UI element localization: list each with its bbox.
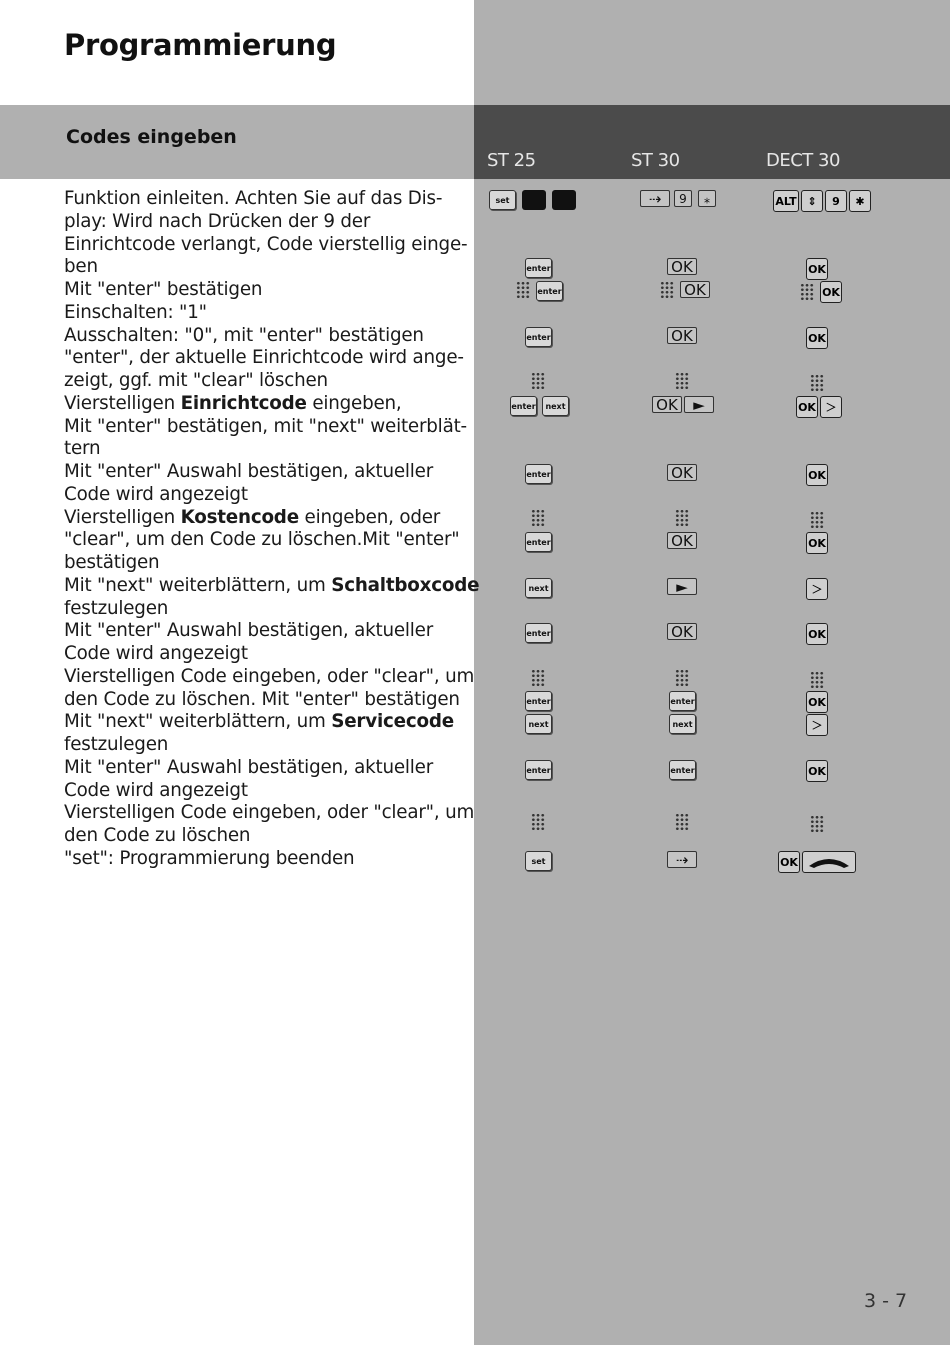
ok-key-icon: OK	[806, 532, 828, 554]
instruction-segment: zeigt, ggf. mit "clear" löschen	[64, 370, 328, 391]
keypad-icon	[810, 815, 824, 833]
instruction-line	[64, 438, 470, 461]
instruction-line	[64, 711, 470, 734]
ok-key-icon: OK	[778, 851, 800, 873]
instruction-line	[64, 802, 475, 825]
ok-key-icon: OK	[806, 327, 828, 349]
keypad-icon	[675, 813, 689, 831]
ok-key-icon: OK	[796, 396, 818, 418]
ok-key-icon: OK	[806, 760, 828, 782]
instruction-line	[64, 416, 470, 439]
enter-key-icon: enter	[525, 532, 552, 552]
instruction-segment: festzulegen	[64, 597, 169, 619]
enter-key-icon: enter	[525, 464, 552, 484]
next-key-icon: ＞	[820, 396, 842, 418]
next-key-icon: next	[525, 714, 552, 734]
instruction-segment: tern	[64, 438, 101, 460]
next-key-icon: ＞	[806, 578, 828, 600]
arrow-key-icon: ⇢	[640, 190, 670, 207]
instruction-line	[64, 507, 470, 530]
instruction-line	[64, 188, 470, 211]
instruction-line	[64, 665, 475, 689]
instruction-segment: Funktion einleiten. Achten Sie auf das Dis-	[64, 188, 443, 209]
instruction-line	[64, 643, 470, 666]
instruction-segment: "enter", der aktuelle Einrichtcode wird ange-	[64, 347, 464, 369]
enter-key-icon: enter	[669, 691, 696, 711]
instruction-segment: eingeben, oder	[298, 506, 441, 528]
instruction-line	[64, 757, 470, 780]
instruction-segment: den Code zu löschen. Mit "enter" bestätigen	[64, 688, 460, 710]
ok-key-icon: OK	[806, 258, 828, 280]
instruction-segment: Einschalten: "1"	[64, 301, 207, 323]
keypad-icon	[810, 511, 824, 529]
next-key-icon: next	[669, 714, 696, 734]
menu-key-icon: ⇕	[801, 190, 823, 212]
instruction-line	[64, 279, 470, 302]
enter-key-icon: enter	[525, 760, 552, 780]
enter-key-icon: enter	[669, 760, 696, 780]
keypad-icon	[810, 671, 824, 689]
emphasized-term: Kostencode	[180, 506, 299, 528]
alt-key-icon: ALT	[773, 190, 799, 212]
instruction-segment: eingeben,	[306, 392, 402, 414]
ok-key-icon: OK	[667, 532, 697, 549]
column-header-st25: ST 25	[487, 150, 536, 171]
instruction-line	[64, 552, 470, 575]
star-key-icon: ⁎	[698, 190, 716, 207]
keypad-icon	[531, 813, 545, 831]
instruction-segment: Code wird angezeigt	[64, 779, 248, 801]
instruction-line	[64, 825, 470, 848]
instruction-segment: Mit "enter" Auswahl bestätigen, aktueller	[64, 461, 434, 482]
play-key-icon: ►	[684, 396, 714, 413]
instruction-segment: "clear", um den Code zu löschen.Mit "enter"	[64, 529, 460, 551]
keypad-icon	[800, 283, 814, 301]
instruction-line	[64, 734, 470, 757]
instruction-line	[64, 325, 470, 348]
instruction-segment: Vierstelligen Code eingeben, oder "clear", um	[64, 802, 475, 824]
instruction-segment: Mit "enter" Auswahl bestätigen, aktueller	[64, 620, 434, 642]
next-key-icon: next	[525, 578, 552, 598]
star-key-icon: ✱	[849, 190, 871, 212]
emphasized-term: Einrichtcode	[180, 392, 307, 414]
instruction-line	[64, 574, 480, 598]
ok-key-icon: OK	[652, 396, 682, 413]
instruction-segment: ben	[64, 256, 98, 278]
emphasized-term: Servicecode	[331, 711, 454, 733]
ok-key-icon: OK	[667, 623, 697, 640]
instruction-line	[64, 529, 470, 552]
instruction-line	[64, 780, 470, 803]
instruction-line	[64, 393, 470, 416]
instruction-segment: Mit "next" weiterblättern, um	[64, 574, 332, 596]
instruction-line	[64, 302, 470, 325]
arrow-key-icon: ⇢	[667, 851, 697, 868]
keypad-icon	[810, 374, 824, 392]
keypad-icon	[675, 669, 689, 687]
enter-key-icon: enter	[525, 623, 552, 643]
play-key-icon: ►	[667, 578, 697, 595]
column-header-st30: ST 30	[631, 150, 680, 171]
column-header-dect30: DECT 30	[766, 150, 840, 171]
enter-key-icon: enter	[536, 281, 563, 301]
instruction-line	[64, 347, 470, 370]
instruction-segment: Vierstelligen	[64, 392, 181, 414]
ok-key-icon: OK	[667, 258, 697, 275]
instruction-segment: Mit "next" weiterblättern, um	[64, 711, 332, 733]
instruction-line	[64, 370, 470, 393]
enter-key-icon: enter	[525, 258, 552, 278]
instruction-segment: Vierstelligen	[64, 506, 181, 528]
instruction-line	[64, 598, 470, 621]
set-key-icon: set	[489, 190, 516, 210]
instruction-segment: festzulegen	[64, 734, 169, 755]
instruction-segment: Code wird angezeigt	[64, 643, 248, 664]
keypad-icon	[516, 281, 530, 299]
column-header-band	[474, 105, 950, 179]
instruction-segment: Mit "enter" bestätigen	[64, 279, 263, 300]
next-key-icon: ＞	[806, 714, 828, 736]
ok-key-icon: OK	[806, 691, 828, 713]
keypad-icon	[675, 509, 689, 527]
ok-key-icon: OK	[820, 281, 842, 303]
set-key-icon: set	[525, 851, 552, 871]
keypad-icon	[531, 372, 545, 390]
instruction-line	[64, 211, 470, 234]
page-title: Programmierung	[64, 28, 337, 62]
section-title: Codes eingeben	[66, 126, 237, 148]
instruction-segment: play: Wird nach Drücken der 9 der	[64, 210, 371, 232]
instruction-segment: "set": Programmierung beenden	[64, 847, 355, 869]
keypad-icon	[675, 372, 689, 390]
ok-key-icon: OK	[806, 464, 828, 486]
instruction-segment: Code wird angezeigt	[64, 483, 248, 505]
instruction-line	[64, 689, 470, 712]
instruction-segment: Vierstelligen Code eingeben, oder "clear", um	[64, 665, 475, 687]
instruction-line	[64, 234, 470, 257]
instruction-line	[64, 484, 470, 507]
instruction-line	[64, 848, 470, 871]
nine-key-icon: 9	[825, 190, 847, 212]
instruction-line	[64, 461, 470, 484]
ok-key-icon: OK	[667, 327, 697, 344]
enter-key-icon: enter	[510, 396, 537, 416]
hangup-key-icon	[802, 851, 856, 873]
enter-key-icon: enter	[525, 327, 552, 347]
keypad-icon	[531, 669, 545, 687]
ok-key-icon: OK	[680, 281, 710, 298]
nine-key-icon: 9	[674, 190, 692, 207]
emphasized-term: Schaltboxcode	[331, 574, 480, 596]
ok-key-icon: OK	[667, 464, 697, 481]
instruction-segment: Ausschalten: "0", mit "enter" bestätigen	[64, 324, 424, 346]
page-number: 3 - 7	[864, 1290, 908, 1312]
black-key-icon	[552, 190, 576, 210]
ok-key-icon: OK	[806, 623, 828, 645]
instruction-text	[64, 188, 480, 871]
instruction-line	[64, 256, 470, 279]
keypad-icon	[660, 281, 674, 299]
enter-key-icon: enter	[525, 691, 552, 711]
next-key-icon: next	[542, 396, 569, 416]
instruction-segment: Mit "enter" bestätigen, mit "next" weiterblät-	[64, 415, 467, 437]
keypad-icon	[531, 509, 545, 527]
instruction-segment: bestätigen	[64, 552, 160, 573]
black-key-icon	[522, 190, 546, 210]
instruction-segment: den Code zu löschen	[64, 825, 251, 846]
instruction-line	[64, 620, 470, 643]
instruction-segment: Einrichtcode verlangt, Code vierstellig einge-	[64, 233, 468, 255]
instruction-segment: Mit "enter" Auswahl bestätigen, aktueller	[64, 756, 434, 778]
